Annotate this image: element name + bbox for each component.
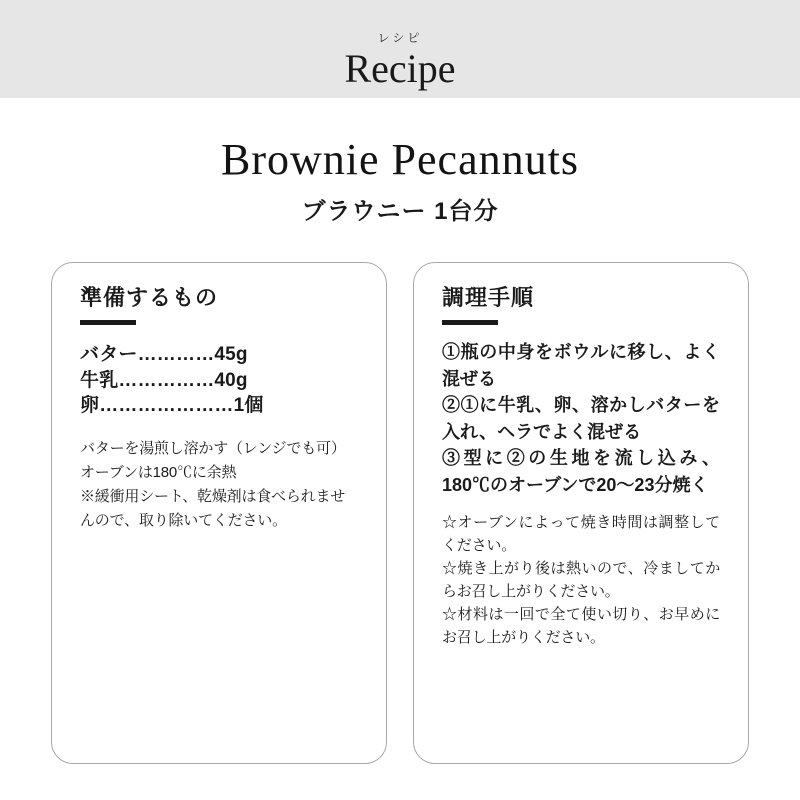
prep-note: バターを湯煎し溶かす（レンジでも可） — [80, 439, 346, 457]
steps-heading: 調理手順 — [442, 285, 535, 310]
ingredient-item-egg: 卵…………………1個 — [80, 395, 264, 416]
step-item: ③型に②の生地を流し込み、180℃のオーブンで20～23分焼く — [442, 448, 720, 495]
ingredients-card — [51, 262, 387, 764]
steps-heading-rule — [442, 320, 498, 325]
serving-note: ☆焼き上がり後は熱いので、冷ましてからお召し上がりください。 — [442, 560, 720, 600]
prep-notes — [80, 437, 358, 533]
ingredients-heading-rule — [80, 320, 136, 325]
prep-note: オーブンは180℃に余熱 — [80, 463, 237, 481]
step-item: ②①に牛乳、卵、溶かしバターを入れ、ヘラでよく混ぜる — [442, 395, 720, 442]
header-label-ja: レシピ — [377, 31, 423, 45]
prep-note: ※緩衝用シート、乾燥剤は食べられませんので、取り除いてください。 — [80, 487, 346, 529]
ingredient-item-butter: バター…………45g — [80, 344, 248, 365]
step-item: ①瓶の中身をボウルに移し、よく混ぜる — [442, 342, 720, 389]
recipe-title: Brownie Pecannuts — [221, 135, 579, 184]
ingredients-heading: 準備するもの — [80, 285, 219, 310]
cards-row — [0, 262, 800, 764]
header-label-en: Recipe — [344, 46, 456, 91]
serving-note: ☆オーブンによって焼き時間は調整してください。 — [442, 514, 720, 554]
ingredient-item-milk: 牛乳……………40g — [80, 369, 248, 391]
ingredient-list — [80, 342, 358, 419]
serving-note: ☆材料は一回で全て使い切り、お早めにお召し上がりください。 — [442, 606, 720, 646]
steps-card — [413, 262, 749, 764]
serving-notes — [442, 511, 720, 649]
header-band — [0, 0, 800, 98]
title-block — [0, 135, 800, 226]
step-list — [442, 339, 720, 498]
recipe-subtitle: ブラウニー 1台分 — [301, 198, 499, 225]
